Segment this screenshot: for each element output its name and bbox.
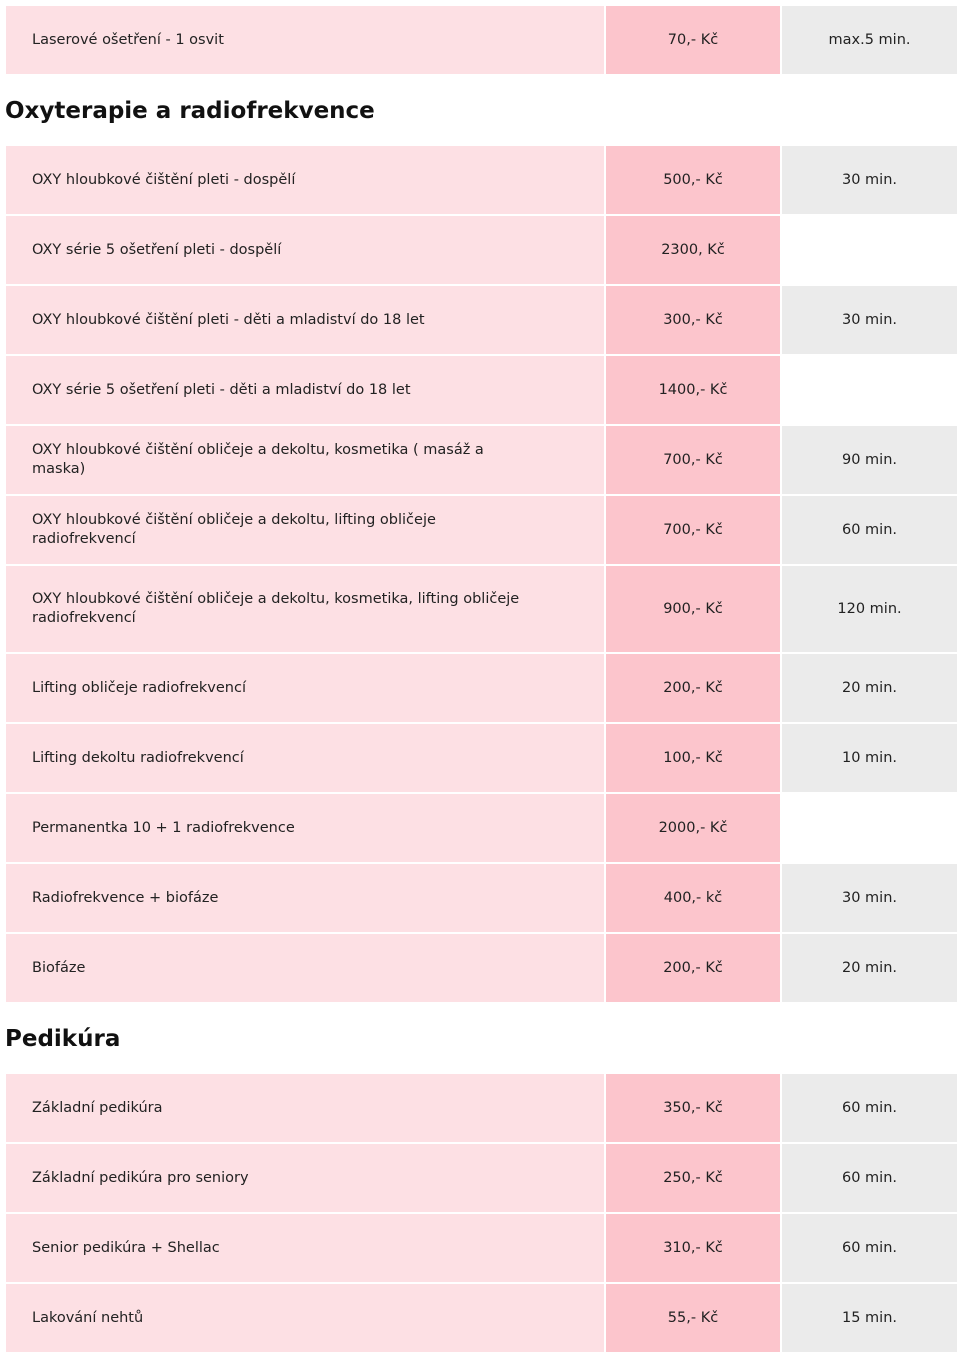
service-price: 300,- Kč [606, 286, 780, 354]
sections [0, 76, 960, 1354]
price-table [0, 146, 960, 1004]
service-price: 200,- Kč [606, 934, 780, 1002]
service-name: Biofáze [6, 934, 604, 1002]
service-name: Laserové ošetření - 1 osvit [6, 6, 604, 74]
service-duration: 20 min. [782, 654, 957, 722]
service-duration: 30 min. [782, 864, 957, 932]
table-row [6, 566, 957, 654]
table-row [6, 216, 957, 286]
service-name: Lifting obličeje radiofrekvencí [6, 654, 604, 722]
table-row [6, 496, 957, 566]
table-row [6, 426, 957, 496]
service-name: Senior pedikúra + Shellac [6, 1214, 604, 1282]
table-row [6, 724, 957, 794]
service-duration: 30 min. [782, 146, 957, 214]
service-price: 1400,- Kč [606, 356, 780, 424]
service-name: Základní pedikúra [6, 1074, 604, 1142]
service-price: 100,- Kč [606, 724, 780, 792]
service-duration: 15 min. [782, 1284, 957, 1352]
service-price: 900,- Kč [606, 566, 780, 652]
service-name: OXY hloubkové čištění obličeje a dekoltu, lifting obličeje radiofrekvencí [6, 496, 604, 564]
service-price: 350,- Kč [606, 1074, 780, 1142]
service-price: 700,- Kč [606, 426, 780, 494]
table-row [6, 1214, 957, 1284]
service-duration: max.5 min. [782, 6, 957, 74]
service-duration: 60 min. [782, 1214, 957, 1282]
table-row [6, 864, 957, 934]
table-row [6, 6, 957, 76]
service-name: Lifting dekoltu radiofrekvencí [6, 724, 604, 792]
service-name: OXY série 5 ošetření pleti - dospělí [6, 216, 604, 284]
service-name: Základní pedikúra pro seniory [6, 1144, 604, 1212]
service-name: OXY hloubkové čištění pleti - děti a mladiství do 18 let [6, 286, 604, 354]
service-duration [782, 794, 957, 862]
price-table-top [0, 6, 960, 76]
service-price: 400,- kč [606, 864, 780, 932]
service-duration: 90 min. [782, 426, 957, 494]
table-row [6, 146, 957, 216]
service-duration: 60 min. [782, 1144, 957, 1212]
service-price: 310,- Kč [606, 1214, 780, 1282]
table-row [6, 1074, 957, 1144]
service-name: Permanentka 10 + 1 radiofrekvence [6, 794, 604, 862]
table-row [6, 654, 957, 724]
price-table [0, 1074, 960, 1354]
service-price: 200,- Kč [606, 654, 780, 722]
service-duration: 120 min. [782, 566, 957, 652]
service-name: OXY hloubkové čištění obličeje a dekoltu, kosmetika, lifting obličeje radiofrekvencí [6, 566, 604, 652]
section-title: Oxyterapie a radiofrekvence [5, 98, 375, 124]
service-duration: 10 min. [782, 724, 957, 792]
service-name: OXY hloubkové čištění obličeje a dekoltu, kosmetika ( masáž a maska) [6, 426, 604, 494]
service-name: OXY hloubkové čištění pleti - dospělí [6, 146, 604, 214]
service-name: OXY série 5 ošetření pleti - děti a mladiství do 18 let [6, 356, 604, 424]
table-row [6, 794, 957, 864]
service-price: 2300, Kč [606, 216, 780, 284]
service-price: 70,- Kč [606, 6, 780, 74]
service-duration [782, 356, 957, 424]
service-duration: 60 min. [782, 1074, 957, 1142]
service-price: 250,- Kč [606, 1144, 780, 1212]
service-duration: 30 min. [782, 286, 957, 354]
service-price: 500,- Kč [606, 146, 780, 214]
section-title: Pedikúra [5, 1026, 121, 1052]
service-name: Radiofrekvence + biofáze [6, 864, 604, 932]
service-price: 2000,- Kč [606, 794, 780, 862]
service-duration [782, 216, 957, 284]
table-row [6, 1144, 957, 1214]
table-row [6, 356, 957, 426]
table-row [6, 1284, 957, 1354]
table-row [6, 286, 957, 356]
service-price: 700,- Kč [606, 496, 780, 564]
table-row [6, 934, 957, 1004]
service-duration: 20 min. [782, 934, 957, 1002]
service-name: Lakování nehtů [6, 1284, 604, 1352]
service-price: 55,- Kč [606, 1284, 780, 1352]
service-duration: 60 min. [782, 496, 957, 564]
